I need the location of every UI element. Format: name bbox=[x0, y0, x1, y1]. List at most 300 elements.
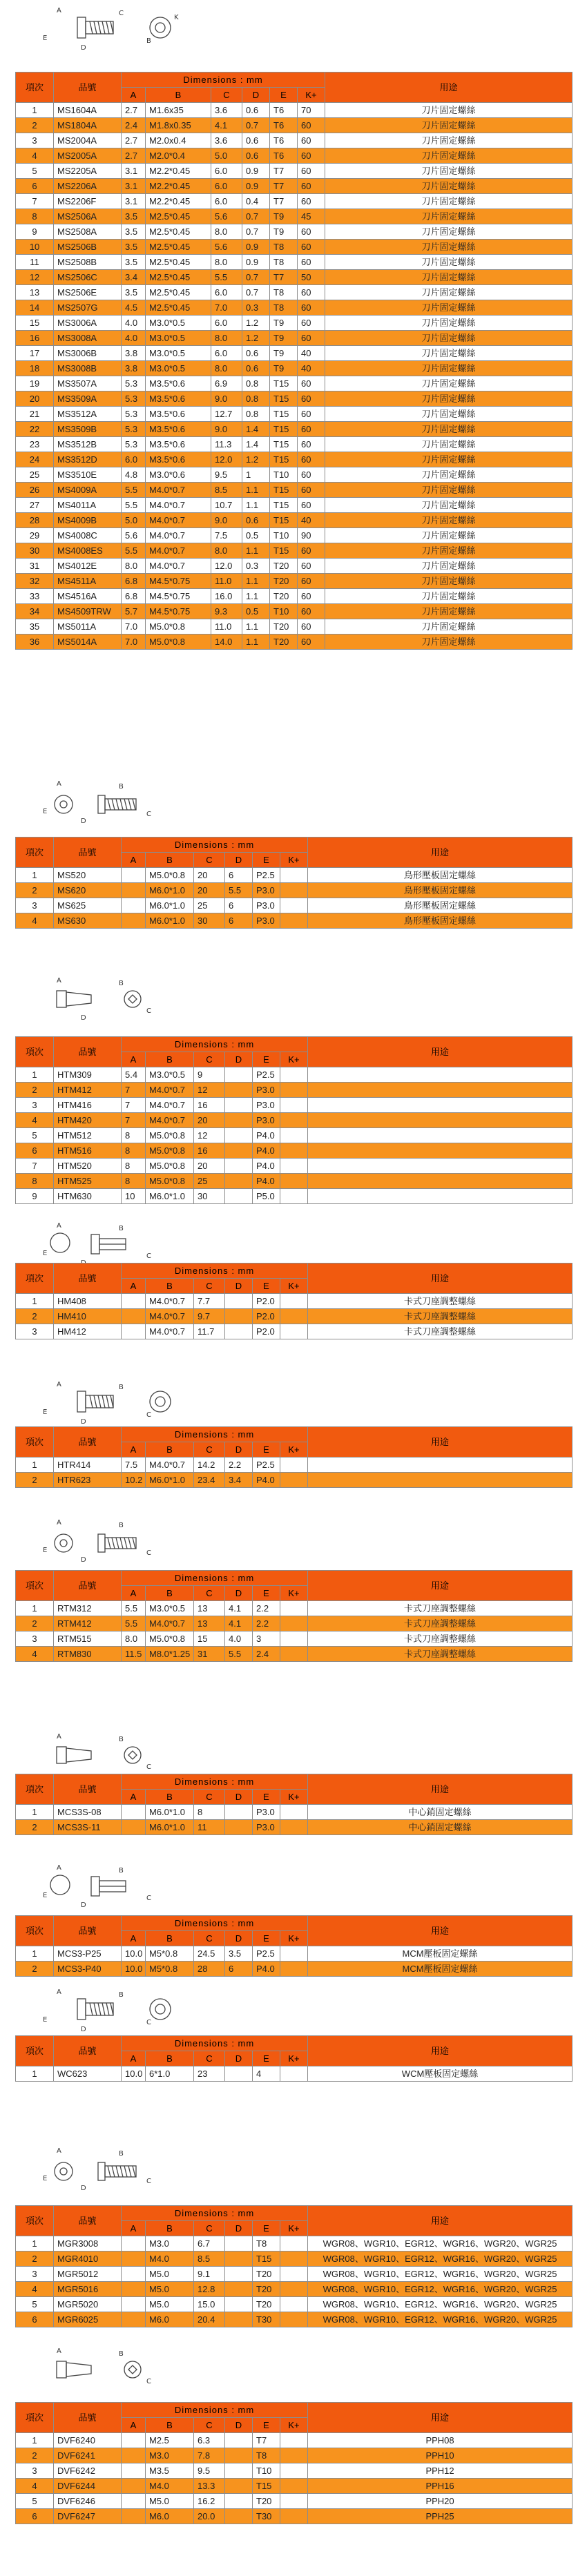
cell-part: HTM309 bbox=[54, 1067, 122, 1083]
cell-b: M5.0*0.8 bbox=[146, 619, 211, 635]
cell-no: 14 bbox=[16, 300, 54, 316]
header-dim-b: B bbox=[146, 1279, 194, 1294]
cell-c: 7.0 bbox=[211, 300, 242, 316]
cell-a bbox=[122, 883, 146, 898]
header-dim-c: C bbox=[194, 2221, 225, 2236]
cell-k bbox=[280, 1159, 308, 1174]
cell-d: 6 bbox=[225, 868, 253, 883]
cell-c: 12.0 bbox=[211, 452, 242, 467]
header-dim-e: E bbox=[253, 853, 280, 868]
cell-d: 0.9 bbox=[242, 179, 270, 194]
table-row bbox=[16, 133, 572, 148]
cell-a: 10.0 bbox=[122, 1946, 146, 1962]
cell-a: 8 bbox=[122, 1143, 146, 1159]
cell-a bbox=[122, 2433, 146, 2448]
cell-use: PPH12 bbox=[308, 2463, 572, 2479]
cell-b: M8.0*1.25 bbox=[146, 1647, 194, 1662]
cell-use: 刀片固定螺絲 bbox=[325, 467, 572, 483]
cell-e: T9 bbox=[270, 346, 298, 361]
table-row bbox=[16, 331, 572, 346]
cell-use: 刀片固定螺絲 bbox=[325, 300, 572, 316]
cell-use: 卡式刀座調整螺絲 bbox=[308, 1647, 572, 1662]
cell-a: 6.0 bbox=[122, 452, 146, 467]
fig-label-b: B bbox=[119, 2150, 124, 2158]
cell-k: 45 bbox=[298, 209, 325, 224]
cell-b: M2.5*0.45 bbox=[146, 224, 211, 240]
cell-use: 卡式刀座調整螺絲 bbox=[308, 1601, 572, 1616]
fig-label-d: D bbox=[81, 1556, 86, 1564]
fig-label-c: C bbox=[146, 1895, 151, 1902]
cell-e: T15 bbox=[270, 376, 298, 391]
cell-c: 9.7 bbox=[194, 1309, 225, 1324]
cell-k: 40 bbox=[298, 513, 325, 528]
cell-no: 2 bbox=[16, 118, 54, 133]
header-dim-d: D bbox=[225, 1586, 253, 1601]
table-row bbox=[16, 1324, 572, 1339]
cell-a: 4.8 bbox=[122, 467, 146, 483]
cell-b: M4.0 bbox=[146, 2479, 194, 2494]
cell-no: 1 bbox=[16, 868, 54, 883]
cell-d bbox=[225, 2494, 253, 2509]
cell-c: 20 bbox=[194, 868, 225, 883]
fig-label-a: A bbox=[57, 1222, 61, 1230]
fig-label-c: C bbox=[146, 2019, 151, 2026]
cell-no: 6 bbox=[16, 2312, 54, 2327]
header-dim-a: A bbox=[122, 853, 146, 868]
cell-no: 15 bbox=[16, 316, 54, 331]
cell-part: MS4009A bbox=[54, 483, 122, 498]
cell-no: 1 bbox=[16, 2066, 54, 2082]
cell-use: 刀片固定螺絲 bbox=[325, 316, 572, 331]
cell-c: 20.4 bbox=[194, 2312, 225, 2327]
cell-c: 30 bbox=[194, 913, 225, 929]
cell-d bbox=[225, 1083, 253, 1098]
fig-label-a: A bbox=[57, 7, 61, 14]
cell-use: 刀片固定螺絲 bbox=[325, 391, 572, 407]
cell-no: 9 bbox=[16, 224, 54, 240]
cell-use: PPH25 bbox=[308, 2509, 572, 2524]
header-no: 項次 bbox=[16, 2403, 54, 2433]
table-row bbox=[16, 574, 572, 589]
cell-b: M5.0 bbox=[146, 2267, 194, 2282]
table-row bbox=[16, 2282, 572, 2297]
header-dim-kplus: K+ bbox=[280, 1931, 308, 1946]
cell-d bbox=[225, 1098, 253, 1113]
table-row bbox=[16, 543, 572, 559]
table-row bbox=[16, 483, 572, 498]
cell-d bbox=[225, 1324, 253, 1339]
cell-e: P4.0 bbox=[253, 1159, 280, 1174]
cell-a: 3.5 bbox=[122, 255, 146, 270]
cell-c: 11 bbox=[194, 1820, 225, 1835]
cell-use: 鳥形壓板固定螺絲 bbox=[308, 883, 572, 898]
cell-c: 8.5 bbox=[211, 483, 242, 498]
cell-a: 7.0 bbox=[122, 619, 146, 635]
header-dim-a: A bbox=[122, 1931, 146, 1946]
cell-c: 8 bbox=[194, 1805, 225, 1820]
table-row bbox=[16, 1631, 572, 1647]
fig-label-e: E bbox=[43, 1408, 48, 1416]
header-use: 用途 bbox=[325, 72, 572, 103]
header-part: 品號 bbox=[54, 2403, 122, 2433]
cell-k: 40 bbox=[298, 346, 325, 361]
header-use: 用途 bbox=[308, 2036, 572, 2066]
cell-no: 12 bbox=[16, 270, 54, 285]
header-no: 項次 bbox=[16, 2206, 54, 2236]
cell-part: RTM312 bbox=[54, 1601, 122, 1616]
cell-c: 8.0 bbox=[211, 543, 242, 559]
cell-k bbox=[280, 2448, 308, 2463]
cell-a: 5.5 bbox=[122, 1616, 146, 1631]
header-use: 用途 bbox=[308, 1571, 572, 1601]
header-dim-c: C bbox=[194, 853, 225, 868]
cell-k bbox=[280, 2251, 308, 2267]
cell-a: 2.7 bbox=[122, 103, 146, 118]
header-dim-d: D bbox=[225, 2418, 253, 2433]
header-dim-a: A bbox=[122, 2051, 146, 2066]
cell-use: WGR08、WGR10、EGR12、WGR16、WGR20、WGR25 bbox=[308, 2236, 572, 2251]
header-dim-kplus: K+ bbox=[280, 2418, 308, 2433]
cell-c: 12 bbox=[194, 1083, 225, 1098]
cell-b: M5.0*0.8 bbox=[146, 1143, 194, 1159]
cell-d: 0.5 bbox=[242, 528, 270, 543]
table-row bbox=[16, 2463, 572, 2479]
cell-k bbox=[280, 868, 308, 883]
cell-e: T10 bbox=[270, 467, 298, 483]
cell-c: 16 bbox=[194, 1098, 225, 1113]
cell-no: 3 bbox=[16, 1098, 54, 1113]
table-row bbox=[16, 2267, 572, 2282]
cell-a: 3.8 bbox=[122, 346, 146, 361]
table-row bbox=[16, 513, 572, 528]
cell-a: 8 bbox=[122, 1128, 146, 1143]
cell-use: 刀片固定螺絲 bbox=[325, 118, 572, 133]
cell-c: 5.6 bbox=[211, 209, 242, 224]
cell-c: 12.0 bbox=[211, 559, 242, 574]
table-row bbox=[16, 1962, 572, 1977]
table-row bbox=[16, 179, 572, 194]
table-row bbox=[16, 883, 572, 898]
cell-d: 6 bbox=[225, 898, 253, 913]
cell-b: M2.5 bbox=[146, 2433, 194, 2448]
cell-e: P2.0 bbox=[253, 1294, 280, 1309]
cell-c: 6.0 bbox=[211, 285, 242, 300]
cell-a: 5.0 bbox=[122, 513, 146, 528]
cell-e: T30 bbox=[253, 2312, 280, 2327]
cell-d bbox=[225, 1143, 253, 1159]
cell-e: T9 bbox=[270, 331, 298, 346]
cell-e: P3.0 bbox=[253, 883, 280, 898]
cell-part: MGR6025 bbox=[54, 2312, 122, 2327]
cell-b: M4.0*0.7 bbox=[146, 498, 211, 513]
table-row bbox=[16, 1098, 572, 1113]
cell-no: 6 bbox=[16, 179, 54, 194]
cell-e: P3.0 bbox=[253, 1098, 280, 1113]
header-dim-c: C bbox=[211, 88, 242, 103]
table-row bbox=[16, 604, 572, 619]
cell-b: M3.5 bbox=[146, 2463, 194, 2479]
cell-use: 刀片固定螺絲 bbox=[325, 513, 572, 528]
header-dim-e: E bbox=[270, 88, 298, 103]
cell-a bbox=[122, 2236, 146, 2251]
fig-label-d: D bbox=[81, 1418, 86, 1426]
cell-use: 刀片固定螺絲 bbox=[325, 528, 572, 543]
table-row bbox=[16, 407, 572, 422]
cell-d bbox=[225, 2236, 253, 2251]
header-dim-b: B bbox=[146, 1931, 194, 1946]
cell-no: 7 bbox=[16, 194, 54, 209]
cell-b: M6.0*1.0 bbox=[146, 1189, 194, 1204]
cell-no: 1 bbox=[16, 2236, 54, 2251]
cell-e: P2.0 bbox=[253, 1309, 280, 1324]
cell-d: 0.5 bbox=[242, 604, 270, 619]
cell-part: MS3008A bbox=[54, 331, 122, 346]
cell-d bbox=[225, 2479, 253, 2494]
cell-k bbox=[280, 1067, 308, 1083]
cell-k bbox=[280, 1189, 308, 1204]
cell-e: T8 bbox=[270, 300, 298, 316]
cell-d: 1 bbox=[242, 467, 270, 483]
cell-no: 5 bbox=[16, 2494, 54, 2509]
header-dim-e: E bbox=[253, 2418, 280, 2433]
cell-c: 5.0 bbox=[211, 148, 242, 164]
cell-e: T10 bbox=[270, 604, 298, 619]
fig-label-a: A bbox=[57, 1988, 61, 1996]
cell-e: T20 bbox=[253, 2297, 280, 2312]
cell-part: RTM515 bbox=[54, 1631, 122, 1647]
cell-no: 20 bbox=[16, 391, 54, 407]
cell-a bbox=[122, 868, 146, 883]
cell-d: 0.6 bbox=[242, 361, 270, 376]
table-row bbox=[16, 1143, 572, 1159]
cell-no: 3 bbox=[16, 1631, 54, 1647]
cell-e: T7 bbox=[270, 194, 298, 209]
cell-c: 3.6 bbox=[211, 133, 242, 148]
cell-d bbox=[225, 2433, 253, 2448]
cell-a: 5.4 bbox=[122, 1067, 146, 1083]
cell-use: 刀片固定螺絲 bbox=[325, 559, 572, 574]
cell-b: M4.0*0.7 bbox=[146, 1324, 194, 1339]
cell-e: T15 bbox=[270, 513, 298, 528]
header-dim-e: E bbox=[253, 1052, 280, 1067]
table-row bbox=[16, 1067, 572, 1083]
cell-a: 4.0 bbox=[122, 331, 146, 346]
cell-d: 0.9 bbox=[242, 240, 270, 255]
cell-part: HM410 bbox=[54, 1309, 122, 1324]
cell-part: MS1604A bbox=[54, 103, 122, 118]
cell-part: HM412 bbox=[54, 1324, 122, 1339]
table-row bbox=[16, 1309, 572, 1324]
cell-use: 刀片固定螺絲 bbox=[325, 452, 572, 467]
table-row bbox=[16, 437, 572, 452]
cell-k bbox=[280, 1631, 308, 1647]
cell-k bbox=[280, 1098, 308, 1113]
cell-b: M4.0*0.7 bbox=[146, 483, 211, 498]
cell-k bbox=[280, 898, 308, 913]
table-row bbox=[16, 1294, 572, 1309]
cell-part: MS3509A bbox=[54, 391, 122, 407]
cell-part: MGR5012 bbox=[54, 2267, 122, 2282]
cell-d: 1.2 bbox=[242, 316, 270, 331]
cell-part: MS2508A bbox=[54, 224, 122, 240]
cell-c: 28 bbox=[194, 1962, 225, 1977]
cell-no: 25 bbox=[16, 467, 54, 483]
cell-c: 4.1 bbox=[211, 118, 242, 133]
cell-e: P4.0 bbox=[253, 1174, 280, 1189]
cell-d: 1.2 bbox=[242, 452, 270, 467]
cell-use: WGR08、WGR10、EGR12、WGR16、WGR20、WGR25 bbox=[308, 2267, 572, 2282]
cell-a: 11.5 bbox=[122, 1647, 146, 1662]
fig-label-a: A bbox=[57, 1519, 61, 1527]
cell-no: 5 bbox=[16, 2297, 54, 2312]
cell-part: HTM520 bbox=[54, 1159, 122, 1174]
table-row bbox=[16, 2066, 572, 2082]
cell-d bbox=[225, 2066, 253, 2082]
cell-part: MS2506C bbox=[54, 270, 122, 285]
table-row bbox=[16, 422, 572, 437]
cell-k: 60 bbox=[298, 133, 325, 148]
table-row bbox=[16, 1458, 572, 1473]
cell-k bbox=[280, 2433, 308, 2448]
header-no: 項次 bbox=[16, 1571, 54, 1601]
cell-k: 60 bbox=[298, 194, 325, 209]
cell-b: M5.0 bbox=[146, 2494, 194, 2509]
cell-a bbox=[122, 2251, 146, 2267]
header-dim-d: D bbox=[225, 2221, 253, 2236]
cell-e: T9 bbox=[270, 316, 298, 331]
cell-a: 3.5 bbox=[122, 209, 146, 224]
cell-no: 19 bbox=[16, 376, 54, 391]
cell-e: P2.5 bbox=[253, 868, 280, 883]
cell-b: M3.0*0.5 bbox=[146, 346, 211, 361]
header-use: 用途 bbox=[308, 1916, 572, 1946]
cell-k bbox=[280, 1805, 308, 1820]
cell-d: 1.1 bbox=[242, 619, 270, 635]
header-dim-a: A bbox=[122, 1279, 146, 1294]
cell-c: 6.0 bbox=[211, 346, 242, 361]
cell-b: M4.0 bbox=[146, 2251, 194, 2267]
cell-a: 5.7 bbox=[122, 604, 146, 619]
cell-part: HTM630 bbox=[54, 1189, 122, 1204]
header-part: 品號 bbox=[54, 1774, 122, 1805]
spec-table bbox=[15, 837, 572, 929]
cell-e: T15 bbox=[270, 407, 298, 422]
cell-k: 60 bbox=[298, 422, 325, 437]
cell-b: M1.6x35 bbox=[146, 103, 211, 118]
cell-a bbox=[122, 2297, 146, 2312]
cell-c: 7.5 bbox=[211, 528, 242, 543]
cell-e: P3.0 bbox=[253, 913, 280, 929]
header-dim-c: C bbox=[194, 1052, 225, 1067]
table-row bbox=[16, 361, 572, 376]
cell-no: 8 bbox=[16, 209, 54, 224]
cell-d: 0.8 bbox=[242, 376, 270, 391]
table-row bbox=[16, 376, 572, 391]
cell-e: T8 bbox=[270, 285, 298, 300]
table-row bbox=[16, 2297, 572, 2312]
cell-part: MS3512D bbox=[54, 452, 122, 467]
table-row bbox=[16, 164, 572, 179]
header-use: 用途 bbox=[308, 2206, 572, 2236]
table-row bbox=[16, 559, 572, 574]
cell-d bbox=[225, 1294, 253, 1309]
cell-part: MS2506B bbox=[54, 240, 122, 255]
table-row bbox=[16, 2448, 572, 2463]
fig-label-e: E bbox=[43, 1547, 48, 1554]
cell-e: T15 bbox=[270, 422, 298, 437]
cell-k: 60 bbox=[298, 483, 325, 498]
cell-use: 刀片固定螺絲 bbox=[325, 346, 572, 361]
cell-e: T15 bbox=[270, 452, 298, 467]
spec-table bbox=[15, 1915, 572, 1977]
fig-label-b: B bbox=[119, 2350, 124, 2358]
cell-b: M5.0*0.8 bbox=[146, 1631, 194, 1647]
cell-k: 60 bbox=[298, 543, 325, 559]
cell-no: 34 bbox=[16, 604, 54, 619]
cell-use bbox=[308, 1067, 572, 1083]
table-row bbox=[16, 1473, 572, 1488]
header-dim-b: B bbox=[146, 1442, 194, 1458]
cell-c: 6.0 bbox=[211, 179, 242, 194]
cell-d bbox=[225, 2463, 253, 2479]
cell-d: 0.6 bbox=[242, 103, 270, 118]
cell-a bbox=[122, 1309, 146, 1324]
cell-part: DVF6242 bbox=[54, 2463, 122, 2479]
cell-b: M5.0*0.8 bbox=[146, 1174, 194, 1189]
cell-k: 60 bbox=[298, 255, 325, 270]
cell-c: 7.8 bbox=[194, 2448, 225, 2463]
fig-label-e: E bbox=[43, 808, 48, 815]
fig-label-b: B bbox=[119, 1867, 124, 1875]
cell-c: 8.5 bbox=[194, 2251, 225, 2267]
cell-b: M4.0*0.7 bbox=[146, 513, 211, 528]
cell-k bbox=[280, 2066, 308, 2082]
cell-b: M5.0*0.8 bbox=[146, 868, 194, 883]
cell-a bbox=[122, 2479, 146, 2494]
cell-no: 31 bbox=[16, 559, 54, 574]
cell-a: 3.1 bbox=[122, 194, 146, 209]
header-part: 品號 bbox=[54, 2206, 122, 2236]
header-dimensions: Dimensions : mm bbox=[122, 1263, 308, 1279]
cell-part: MS2206A bbox=[54, 179, 122, 194]
cell-d: 1.2 bbox=[242, 331, 270, 346]
fig-label-c: C bbox=[146, 1411, 151, 1419]
cell-k bbox=[280, 2509, 308, 2524]
cell-a: 8.0 bbox=[122, 1631, 146, 1647]
cell-d bbox=[225, 2509, 253, 2524]
header-dim-d: D bbox=[225, 1279, 253, 1294]
cell-c: 6.0 bbox=[211, 194, 242, 209]
cell-use: 刀片固定螺絲 bbox=[325, 407, 572, 422]
cell-c: 8.0 bbox=[211, 255, 242, 270]
cell-use: 刀片固定螺絲 bbox=[325, 194, 572, 209]
cell-k bbox=[280, 913, 308, 929]
cell-c: 9.5 bbox=[194, 2463, 225, 2479]
cell-c: 10.7 bbox=[211, 498, 242, 513]
fig-label-d: D bbox=[81, 817, 86, 825]
cell-c: 16.2 bbox=[194, 2494, 225, 2509]
cell-c: 6.3 bbox=[194, 2433, 225, 2448]
cell-e: T7 bbox=[253, 2433, 280, 2448]
fig-label-c: C bbox=[146, 2178, 151, 2185]
fig-label-d: D bbox=[81, 2026, 86, 2033]
header-use: 用途 bbox=[308, 1427, 572, 1458]
table-row bbox=[16, 346, 572, 361]
cell-use bbox=[308, 1113, 572, 1128]
fig-label-b: B bbox=[119, 1225, 124, 1232]
cell-part: MS5011A bbox=[54, 619, 122, 635]
spec-table bbox=[15, 1036, 572, 1204]
